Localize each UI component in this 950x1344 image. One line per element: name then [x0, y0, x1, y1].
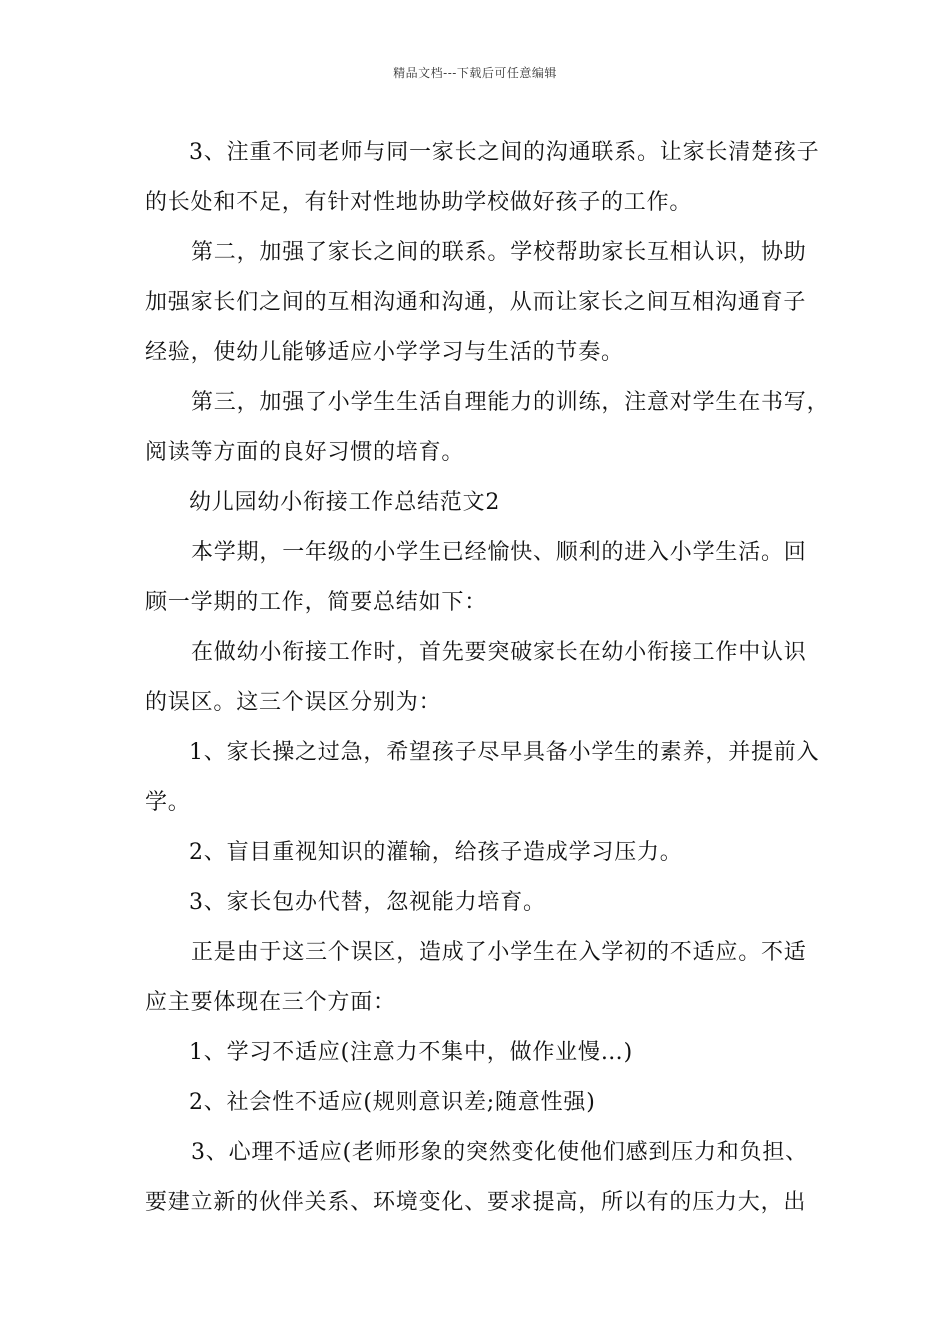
paragraph-line: 阅读等方面的良好习惯的培育。: [145, 440, 465, 465]
paragraph-line: 正是由于这三个误区，造成了小学生在入学初的不适应。不适: [191, 940, 807, 965]
list-item: 1、学习不适应(注意力不集中，做作业慢…): [189, 1040, 633, 1065]
paragraph-line: 顾一学期的工作，简要总结如下：: [145, 590, 488, 615]
paragraph-line: 本学期，一年级的小学生已经愉快、顺利的进入小学生活。回: [191, 540, 807, 565]
list-item: 3、家长包办代替，忽视能力培育。: [189, 890, 546, 915]
paragraph-line: 3、注重不同老师与同一家长之间的沟通联系。让家长清楚孩子: [189, 140, 820, 165]
page-header: 精品文档---下载后可任意编辑: [393, 66, 557, 80]
list-item: 3、心理不适应(老师形象的突然变化使他们感到压力和负担、: [191, 1140, 808, 1165]
document-body: [145, 128, 830, 1228]
paragraph-line: 加强家长们之间的互相沟通和沟通，从而让家长之间互相沟通育子: [145, 290, 807, 315]
paragraph-line: 的长处和不足，有针对性地协助学校做好孩子的工作。: [145, 190, 693, 215]
paragraph-line: 在做幼小衔接工作时，首先要突破家长在幼小衔接工作中认识: [191, 640, 807, 665]
paragraph-line: 的误区。这三个误区分别为：: [145, 690, 442, 715]
list-item-continuation: 学。: [145, 790, 191, 815]
paragraph-line: 第二，加强了家长之间的联系。学校帮助家长互相认识，协助: [191, 240, 807, 265]
list-item: 1、家长操之过急，希望孩子尽早具备小学生的素养，并提前入: [189, 740, 820, 765]
section-heading: 幼儿园幼小衔接工作总结范文2: [189, 490, 501, 515]
list-item-continuation: 要建立新的伙伴关系、环境变化、要求提高，所以有的压力大，出: [145, 1190, 807, 1215]
paragraph-line: 第三，加强了小学生生活自理能力的训练，注意对学生在书写，: [191, 390, 830, 415]
paragraph-line: 经验，使幼儿能够适应小学学习与生活的节奏。: [145, 340, 624, 365]
list-item: 2、盲目重视知识的灌输，给孩子造成学习压力。: [189, 840, 683, 865]
list-item: 2、社会性不适应(规则意识差;随意性强): [189, 1090, 596, 1115]
paragraph-line: 应主要体现在三个方面：: [145, 990, 396, 1015]
